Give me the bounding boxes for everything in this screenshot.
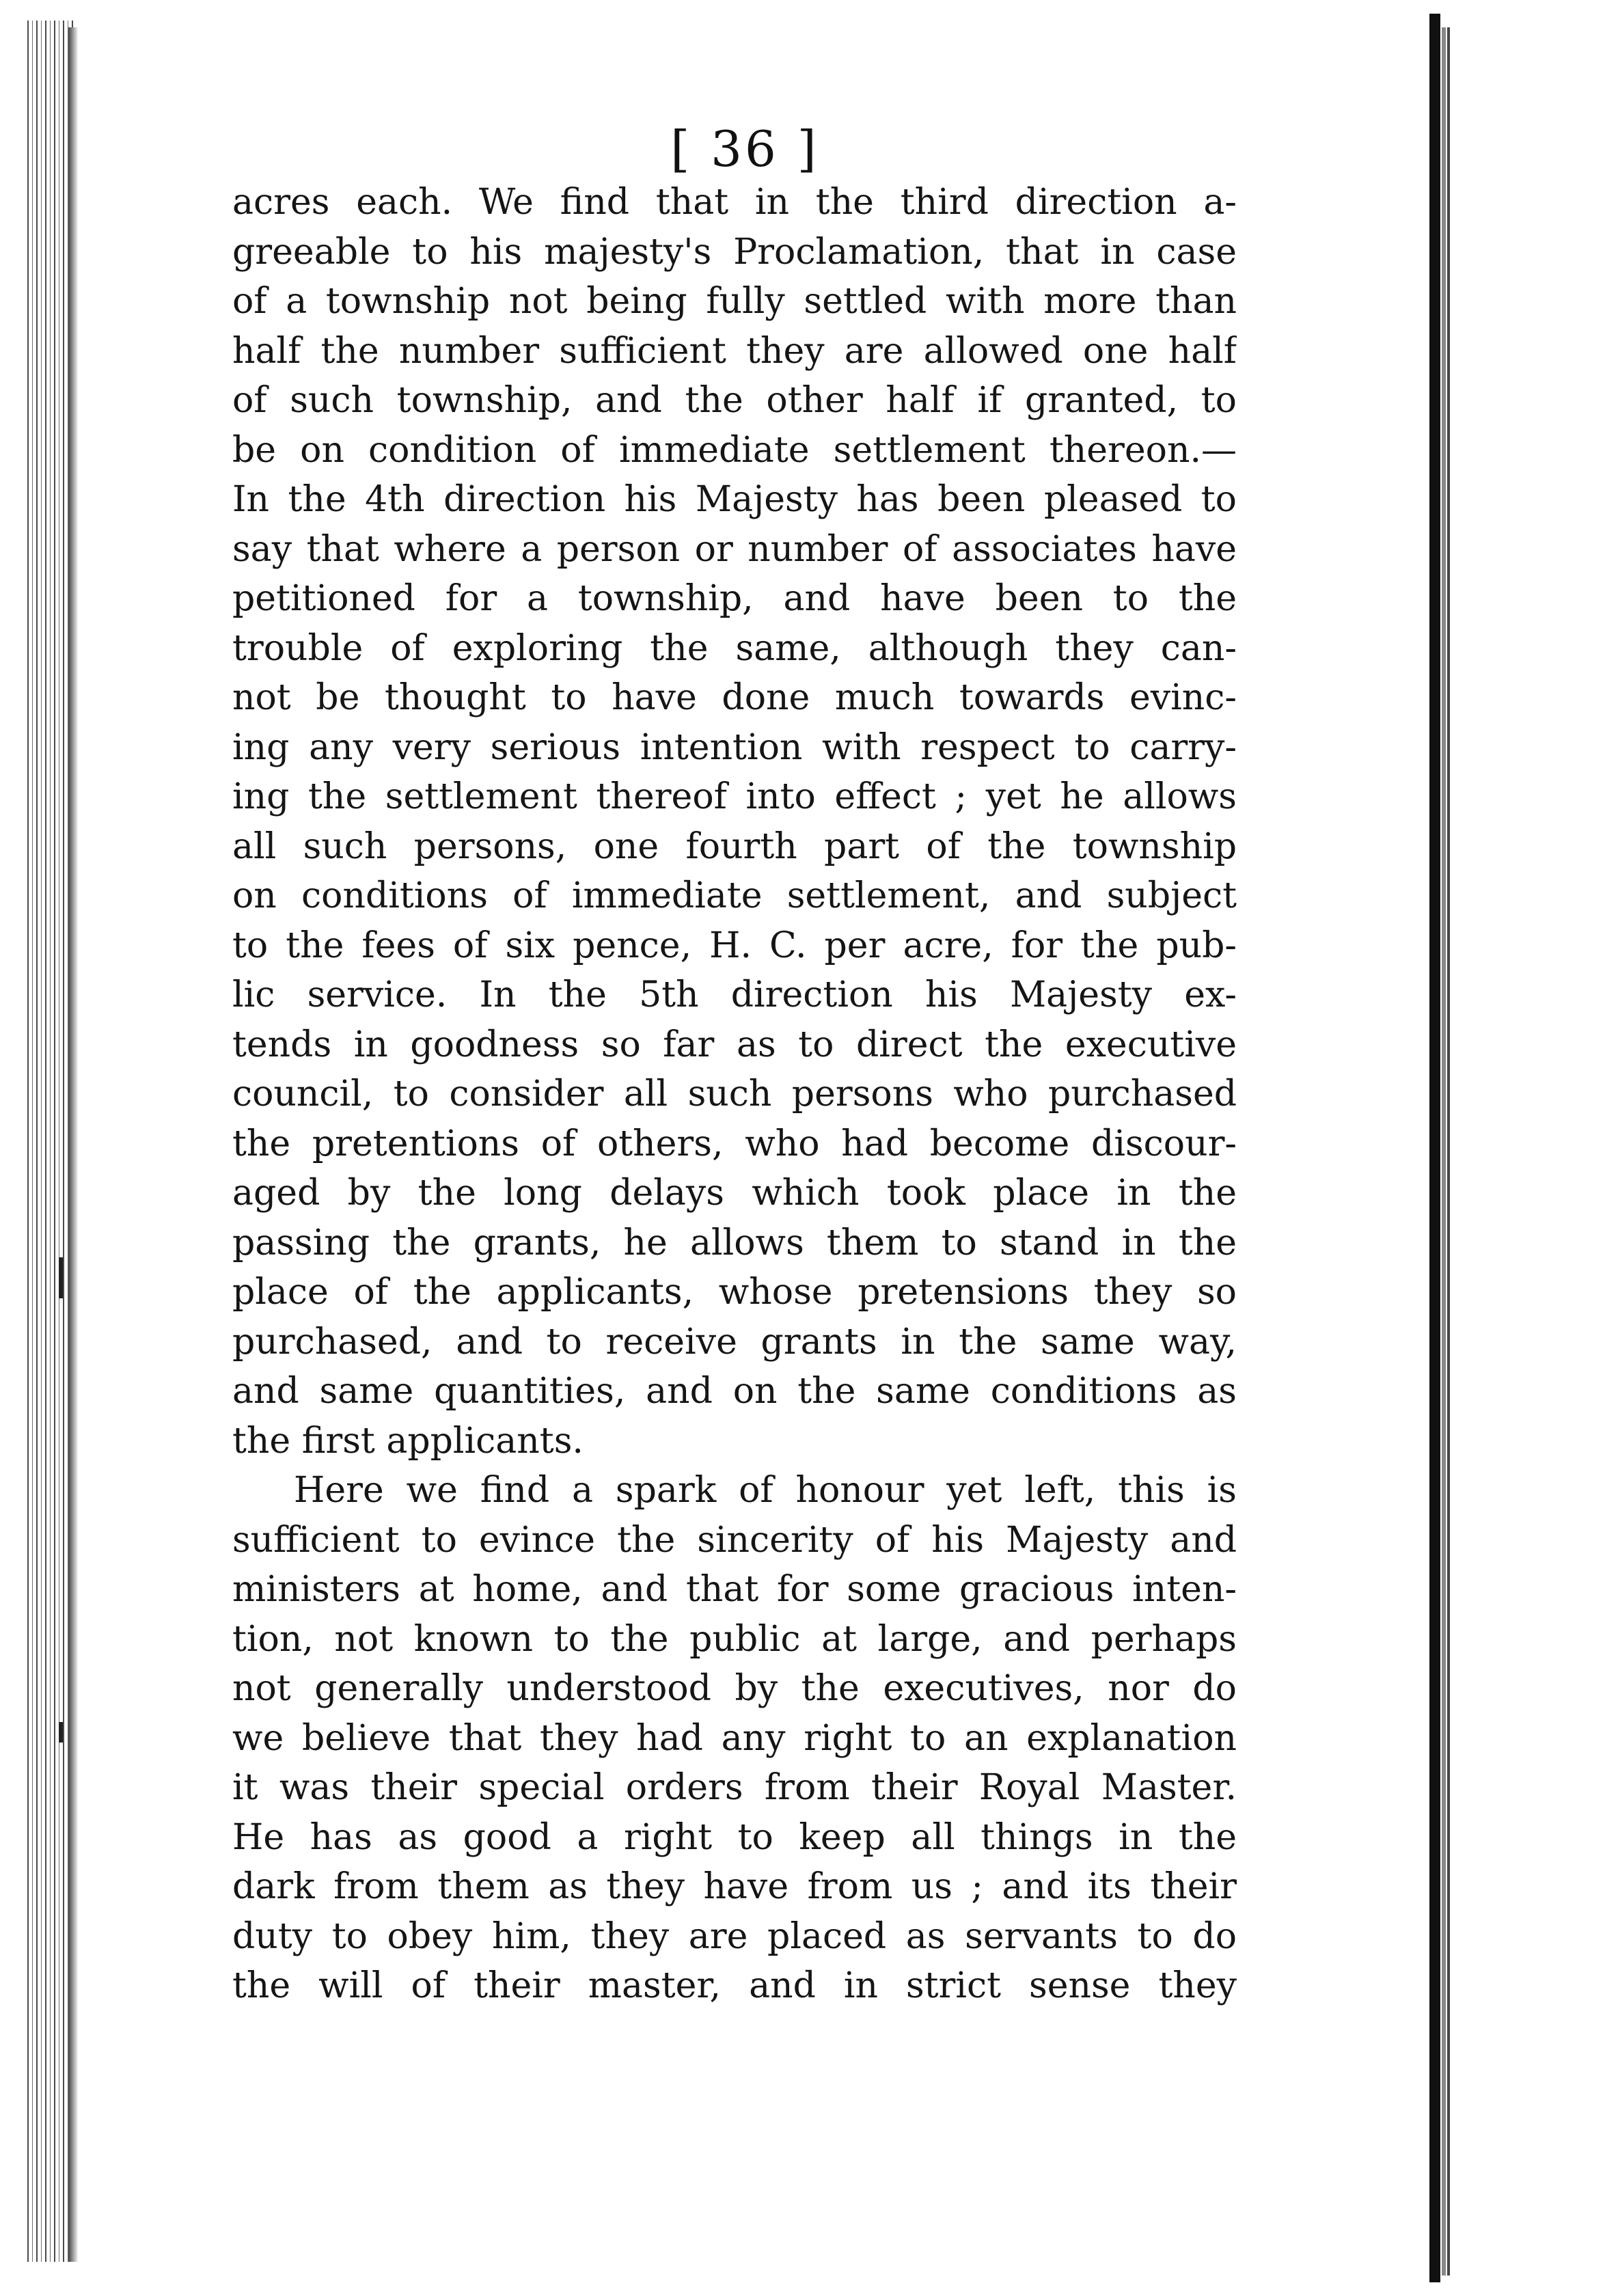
text-line: it was their special orders from their Royal Master.: [232, 1767, 1237, 1808]
text-line: greeable to his majesty's Proclamation, that in case: [232, 231, 1237, 273]
text-line: on conditions of immediate settlement, and subject: [232, 875, 1237, 916]
text-line: say that where a person or number of associates have: [232, 528, 1237, 570]
text-line: be on condition of immediate settlement thereon.—: [232, 429, 1237, 471]
text-line: trouble of exploring the same, although they can-: [232, 627, 1237, 669]
right-page-edge-shade: [1442, 27, 1446, 2276]
text-line: tion, not known to the public at large, and perhaps: [232, 1618, 1237, 1660]
text-line: not be thought to have done much towards evinc-: [232, 677, 1237, 718]
text-line: half the number sufficient they are allowed one half: [232, 330, 1237, 372]
text-line: we believe that they had any right to an explanation: [232, 1717, 1237, 1759]
text-line: In the 4th direction his Majesty has been pleased to: [232, 479, 1237, 520]
text-line: the first applicants.: [232, 1420, 584, 1462]
text-line: ing the settlement thereof into effect ; yet he allows: [232, 776, 1237, 817]
text-line: ing any very serious intention with respect to carry-: [232, 726, 1237, 768]
text-line: of such township, and the other half if granted, to: [232, 380, 1237, 421]
text-line: not generally understood by the executives, nor do: [232, 1668, 1237, 1709]
edge-mark: [59, 1257, 63, 1298]
text-line: council, to consider all such persons who purchased: [232, 1074, 1237, 1115]
gutter-shadow: [68, 27, 78, 2262]
text-line: of a township not being fully settled with more than: [232, 281, 1237, 322]
text-line: He has as good a right to keep all things in the: [232, 1816, 1237, 1858]
text-line: the will of their master, and in strict sense they: [232, 1965, 1237, 2006]
text-line: and same quantities, and on the same conditions as: [232, 1371, 1237, 1412]
body-text: [232, 178, 1237, 2011]
text-line: the pretentions of others, who had become discour-: [232, 1123, 1237, 1164]
text-line: ministers at home, and that for some gracious inten-: [232, 1569, 1237, 1610]
text-line: all such persons, one fourth part of the township: [232, 825, 1237, 867]
edge-mark: [59, 1722, 63, 1742]
text-line: lic service. In the 5th direction his Majesty ex-: [232, 974, 1237, 1015]
text-line: sufficient to evince the sincerity of his Majesty and: [232, 1519, 1237, 1561]
text-line: place of the applicants, whose pretensions they so: [232, 1272, 1237, 1313]
text-line: acres each. We find that in the third direction a-: [232, 182, 1237, 223]
text-line: tends in goodness so far as to direct the executive: [232, 1024, 1237, 1065]
text-line: to the fees of six pence, H. C. per acre, for the pub-: [232, 925, 1237, 966]
text-line: passing the grants, he allows them to stand in the: [232, 1222, 1237, 1263]
right-page-edge: [1429, 14, 1440, 2282]
text-line: Here we find a spark of honour yet left, this is: [294, 1470, 1237, 1511]
text-line: aged by the long delays which took place in the: [232, 1173, 1237, 1214]
text-line: purchased, and to receive grants in the same way,: [232, 1321, 1237, 1363]
text-line: dark from them as they have from us ; and its their: [232, 1866, 1237, 1907]
text-line: duty to obey him, they are placed as servants to do: [232, 1915, 1237, 1957]
right-page-edge-line: [1447, 27, 1450, 2276]
text-line: petitioned for a township, and have been to the: [232, 578, 1237, 619]
page-number: [ 36 ]: [670, 120, 819, 178]
